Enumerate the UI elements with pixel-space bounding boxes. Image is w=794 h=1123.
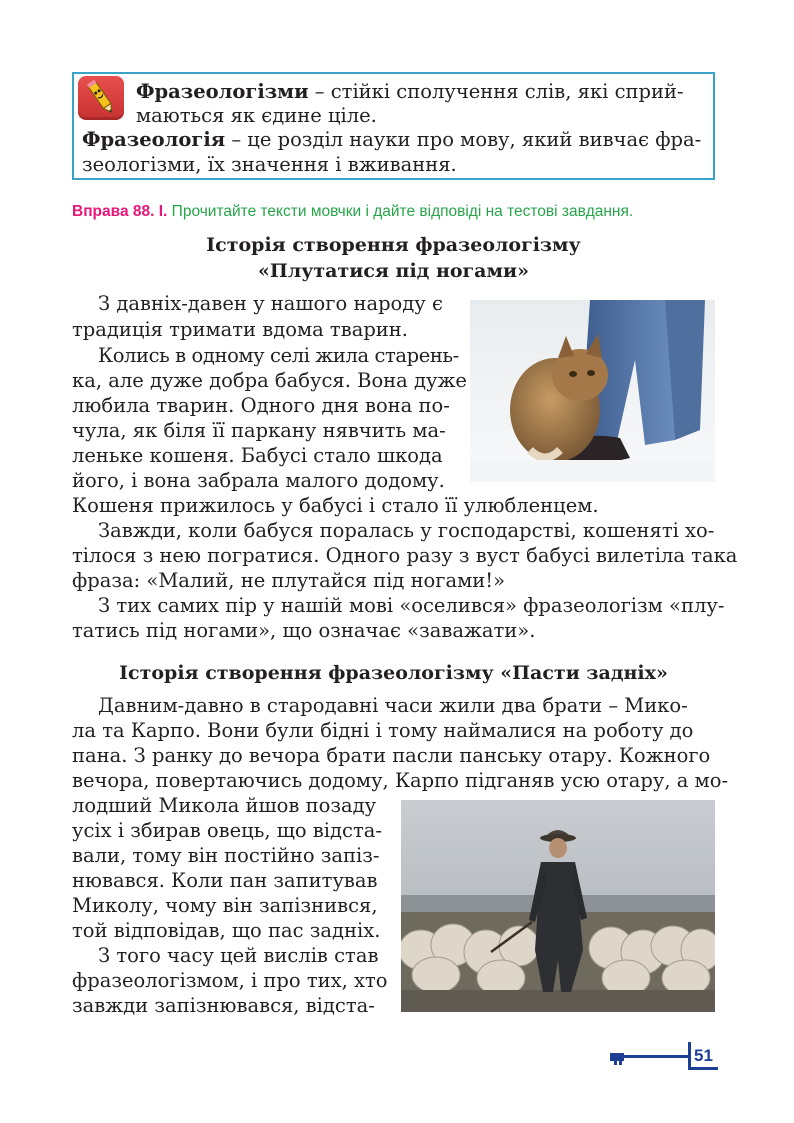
story1-line: тілося з нею погратися. Одного разу з вуст бабусі вилетіла така — [72, 544, 738, 567]
definition-line-1: Фразеологізми – стійкі сполучення слів, які сприй- — [136, 80, 684, 103]
story1-line: З тих самих пір у нашій мові «оселився» фразеологізм «плу- — [98, 594, 725, 617]
exercise-label: Вправа 88. І. — [72, 203, 168, 220]
story1-line: Завжди, коли бабуся поралась у господарстві, кошеняті хо- — [98, 519, 715, 542]
story2-line: нювався. Коли пан запитував — [72, 869, 378, 892]
story1-line: фраза: «Малий, не плутайся під ногами!» — [72, 569, 506, 592]
story1-line: любила тварин. Одного дня вона по- — [72, 394, 450, 417]
story2-title: Історія створення фразеологізму «Пасти задніх» — [119, 662, 668, 684]
story1-line: З давніх-давен у нашого народу є — [98, 292, 443, 315]
story2-line: завжди запізнювався, відста- — [72, 994, 375, 1017]
definition-line-2: маються як єдине ціле. — [136, 104, 377, 127]
story2-line: усіх і збирав овець, що відста- — [72, 819, 382, 842]
shepherd-photo — [401, 800, 715, 1012]
story1-line: чула, як біля її паркану нявчить ма- — [72, 419, 446, 442]
story1-line: ка, але дуже добра бабуся. Вона дуже — [72, 369, 467, 392]
story2-line: лодший Микола йшов позаду — [72, 794, 377, 817]
story2-line: вали, тому він постійно запіз- — [72, 844, 380, 867]
term-phraseology: Фразеологія — [82, 128, 226, 151]
story2-line: Миколу, чому він запізнився, — [72, 894, 378, 917]
story2-line: фразеологізмом, і про тих, хто — [72, 969, 388, 992]
story2-line: З того часу цей вислів став — [98, 944, 379, 967]
definition-line-4: зеологізми, їх значення і вживання. — [82, 153, 457, 176]
story1-line: татись під ногами», що означає «заважати». — [72, 619, 536, 642]
story2-line: Давним-давно в стародавні часи жили два брати – Мико- — [98, 694, 688, 717]
definition-line-3: Фразеологія – це розділ науки про мову, який вивчає фра- — [82, 128, 702, 151]
story2-line: той відповідав, що пас задніх. — [72, 919, 381, 942]
exercise-instruction — [72, 203, 633, 221]
page-number: 51 — [694, 1046, 713, 1065]
pencil-mascot-icon — [78, 76, 124, 120]
story1-title-line2: «Плутатися під ногами» — [258, 260, 529, 282]
cat-photo — [470, 300, 715, 482]
story2-line: ла та Карпо. Вони були бідні і тому наймалися на роботу до — [72, 719, 694, 742]
story1-title-line1: Історія створення фразеологізму — [206, 234, 581, 256]
story1-line: Кошеня прижилось у бабусі і стало її улюбленцем. — [72, 494, 599, 517]
story1-line: леньке кошеня. Бабусі стало шкода — [72, 444, 443, 467]
term-phraseologisms: Фразеологізми — [136, 80, 309, 103]
story2-line: пана. З ранку до вечора брати пасли панську отару. Кожного — [72, 744, 711, 767]
exercise-text: Прочитайте тексти мовчки і дайте відповіді на тестові завдання. — [167, 203, 634, 220]
story2-line: вечора, повертаючись додому, Карпо підганяв усю отару, а мо- — [72, 769, 729, 792]
story1-line: Колись в одному селі жила старень- — [98, 344, 459, 367]
story1-line: традиція тримати вдома тварин. — [72, 318, 409, 341]
story1-line: його, і вона забрала малого додому. — [72, 469, 445, 492]
